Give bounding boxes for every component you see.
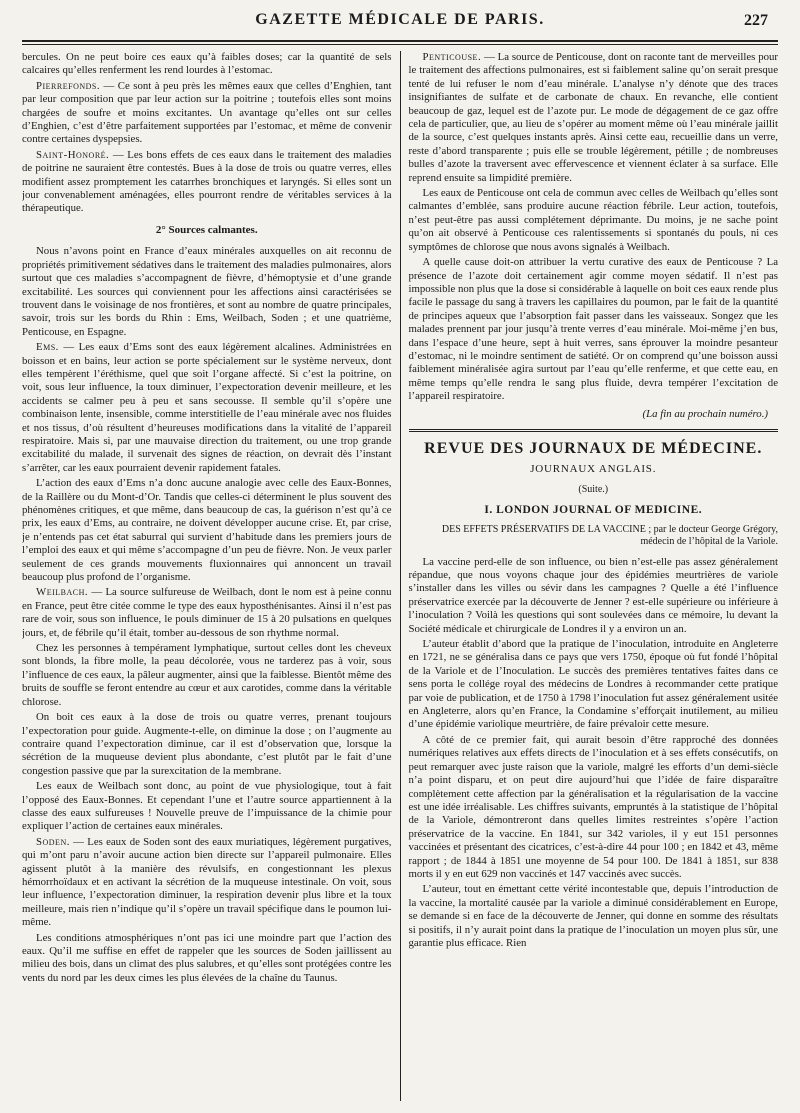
entry-text: — Ce sont à peu près les mêmes eaux que celles d’Enghien, tant par leur composition que par leur action sur la poitrine ; toutefois elles sont moins chargées de soufre et moins excitantes. Un avantage qu’elles ont sur celles d’Enghien, c’est d’être parfaitement supportées par l’estomac, et même de convenir contre certaines dyspepsies. [22, 79, 392, 146]
entry-text: — Les eaux de Soden sont des eaux muriatiques, légèrement purgatives, qui m’ont paru n’avoir aucune action bien directe sur l’appareil pulmonaire. Elles agissent plutôt à la manière des révulsifs, en congestionnant les plexus hémorrhoïdaux et en activant la sécrétion de la muqueuse intestinale. On voit, sous leur influence, l’expectoration diminuer, la respiration devenir plus libre et la toux meilleure, mais rien n’indique qu’il s’opère un travail spécifique dans le poumon lui-même. [22, 835, 392, 929]
paragraph: A quelle cause doit-on attribuer la vertu curative des eaux de Penticouse ? La présence de l’azote doit certainement agir comme moyen sédatif. Il n’est pas impossible non plus que la dose si considérable à laquelle on boit ces eaux rende plus facile le passage du sang à travers les capillaires du poumon, par le fait de la quantité de principes aqueux que l’absorption fait passer dans les vaisseaux. Songez que les malades prennent par jour jusqu’à trente verres d’eau minérale. Moi-même j’en bus, dans l’espace d’une heure, sept à huit verres, sans éprouver la moindre pesanteur d’estomac, ni le moindre sentiment de satiété. Or on comprend qu’une boisson aussi faiblement minéralisée agira surtout par l’eau qu’elle renferme, et que cette eau, en même temps qu’elle rendra le sang plus fluide, devra tempérer l’excitation de l’appareil respiratoire. [408, 256, 778, 403]
masthead [22, 0, 778, 42]
paragraph: La vaccine perd-elle de son influence, ou bien n’est-elle pas assez généralement répandue, que nous voyons chaque jour des épidémies meurtrières de variole s’installer dans les villes ou sévir dans les campagnes ? Quelle a été l’influence préservatrice exercée par la découverte de Jenner ? est-elle supérieure ou inférieure à l’inoculation ? Voilà les questions qui sont soulevées dans ce mémoire, lu devant la Société médicale et chirurgicale de Londres il y a environ un an. [408, 555, 778, 635]
entry-text: — La source sulfureuse de Weilbach, dont le nom est à peine connu en France, peut être citée comme le type des eaux hyposthénisantes. Ainsi il n’est pas rare de voir, sous son influence, le pouls diminuer de 15 à 20 pulsations en quelques jours, et, de fébrile qu’il était, tomber au-dessous de son rhythme normal. [22, 586, 392, 639]
paragraph [22, 149, 392, 216]
journal-heading: I. LONDON JOURNAL OF MEDICINE. [484, 504, 703, 517]
entry-lead: Pierrefonds. [36, 79, 101, 92]
left-column [22, 51, 400, 1101]
masthead-rule [22, 44, 778, 45]
section-rule [409, 429, 779, 432]
right-column [401, 51, 779, 1101]
paragraph: bercules. On ne peut boire ces eaux qu’à faibles doses; car la quantité de sels calcaires qu’elles renferment les rend lourdes à l’estomac. [22, 51, 392, 77]
journal-title: GAZETTE MÉDICALE DE PARIS. [255, 11, 545, 28]
paragraph: On boit ces eaux à la dose de trois ou quatre verres, prenant toujours l’expectoration pour guide. Augmente-t-elle, on diminue la dose ; on l’augmente au contraire quand l’expectoration diminue, car il est d’observation que, lorsque la sécrétion de la muqueuse devient plus abondante, c’est plutôt par le fait d’une congestion passive que par la surexcitation de la membrane. [22, 711, 392, 777]
subsection-title: JOURNAUX ANGLAIS. [530, 463, 657, 476]
section-heading: 2° Sources calmantes. [155, 223, 258, 236]
paragraph: Nous n’avons point en France d’eaux minérales auxquelles on ait reconnu de propriétés primitivement sédatives dans le traitement des maladies pulmonaires, alors surtout que ces maladies s’accompagnent de fièvre, d’hémoptysie et d’une grande excitabilité. Les sources qui conviennent pour les affections ainsi caractérisées se trouvent dans le voisinage de nos frontières, et sont au nombre de quatre principales, savoir, trois sur les bords du Rhin : Ems, Weilbach, Soden ; et une quatrième, Penticouse, en Espagne. [22, 245, 392, 338]
page-number: 227 [744, 12, 768, 29]
entry-lead: Ems. [36, 341, 59, 354]
suite-label: (Suite.) [578, 483, 609, 495]
entry-lead: Saint-Honoré. [36, 148, 110, 161]
article-heading: DES EFFETS PRÉSERVATIFS DE LA VACCINE ; par le docteur George Grégory, médecin de l’hôpital de la Variole. [441, 523, 778, 547]
entry-text: — La source de Penticouse, dont on raconte tant de merveilles pour le traitement des affections pulmonaires, est si faiblement saline qu’on serait presque tenté de lui refuser le nom d’eau minérale. L’analyse n’y dénote que des traces insignifiantes de sulfate et de carbonate de chaux. En revanche, elle contient beaucoup de gaz, lequel est de l’azote pur. Le mode de dégagement de ce gaz offre cela de particulier, que, au lieu de s’opérer au moment même où l’eau minérale jaillit de la source, c’est quelques instants après. Ainsi cette eau, recueillie dans un verre, reste d’abord transparente ; puis elle se trouble légèrement, pétille ; de nombreuses bulles d’azote la traversent avec effervescence et viennent éclater à sa surface. Elle reprend ensuite sa limpidité première. [408, 51, 778, 184]
paragraph [409, 51, 779, 185]
entry-lead: Penticouse. [422, 51, 482, 63]
paragraph [22, 586, 392, 640]
revue-title: REVUE DES JOURNAUX DE MÉDECINE. [424, 439, 763, 457]
paragraph [22, 836, 392, 930]
paragraph: Les eaux de Weilbach sont donc, au point de vue physiologique, tout à fait l’opposé des Eaux-Bonnes. Et cependant l’une et l’autre source appartiennent à la classe des eaux sulfureuses ! Nouvelle preuve de l’impuissance de la chimie pour expliquer l’action de certaines eaux minérales. [22, 780, 392, 833]
paragraph: Les conditions atmosphériques n’ont pas ici une moindre part que l’action des eaux. Qu’il me suffise en effet de rappeler que les sources de Soden jaillissent au milieu des bois, dans un climat des plus salubres, et qu’elles sont protégées contre les vents du nord par les deux cimes les plus élevées de la chaîne du Taunus. [22, 931, 392, 984]
entry-lead: Soden. [36, 835, 70, 848]
paragraph [22, 80, 392, 147]
paragraph: A côté de ce premier fait, qui aurait besoin d’être rapproché des données numériques relatives aux effets directs de l’inoculation et à ses effets consécutifs, on peut remarquer avec juste raison que la variole, malgré les efforts d’un demi-siècle n’a point disparu, et on peut dire aujourd’hui que l’idée de faire disparaître complètement cette affection par la généralisation et la régularisation de la vaccine est une idée irréalisable. Les chiffres suivants, empruntés à la statistique de l’hôpital de la Variole, démontreront dans quelles limites restreintes s’opère l’action préservatrice de la vaccine. En 1841, sur 342 varioles, il y eut 151 personnes vaccinées et présentant des cicatrices, c’est-à-dire 44 pour 100 ; en 1842 et 43, même rapport ; de 1844 à 1851 une moyenne de 54 pour 100. De 1841 à 1851, sur 838 morts il y en eut 629 non vaccinés et 147 vaccinés avec succès. [408, 733, 778, 880]
paragraph: L’action des eaux d’Ems n’a donc aucune analogie avec celle des Eaux-Bonnes, de la Raillère ou du Mont-d’Or. Tandis que celles-ci déterminent le plus souvent des phénomènes critiques, et que même, dans beaucoup de cas, la guérison n’est qu’à ce prix, les eaux d’Ems, au contraire, ne doivent développer aucune crise. Et, par crise, je n’entends pas cet état saburral qui survient d’habitude dans les premiers jours de l’emploi des eaux et qui même s’accompagne d’un peu de fièvre. Non. Je veux parler seulement de ces grands mouvements fluxionnaires qui annoncent un travail beaucoup plus profond de l’organisme. [22, 477, 392, 584]
entry-text: — Les eaux d’Ems sont des eaux légèrement alcalines. Administrées en boisson et en bains, leur action se porte spécialement sur le système nerveux, dont elles tempèrent l’éréthisme, quel que soit l’organe affecté. Si c’est la poitrine, on voit, sous leur influence, la toux diminuer, l’expectoration devenir meilleure, et les accidents se calmer peu à peu et sans secousse. Il semble qu’il s’opère une combinaison lente, insensible, comme interstitielle de l’eau minérale avec nos fluides et nos tissus, d’où résultent d’heureuses modifications dans la vitalité de l’appareil respiratoire. Mais si, par une mauvaise direction du traitement, ou une trop grande excitabilité du malade, il survenait des signes de réaction, on devrait dès l’instant s’arrêter, car les eaux pourraient devenir rapidement fatales. [22, 341, 392, 474]
columns [22, 51, 778, 1101]
paragraph [22, 341, 392, 475]
paragraph: L’auteur établit d’abord que la pratique de l’inoculation, introduite en Angleterre en 1721, ne se généralisa dans ce pays que vers 1750, époque où fut fondé l’hôpital de la Variole et de l’Inoculation. Le succès des premières tentatives faites dans ce sens porta le collége royal des médecins de Londres à recommander cette pratique par voie de publication, et de 1750 à 1798 l’inoculation fut assez généralement usitée en Angleterre, alors qu’en France, la Condamine s’efforçait inutilement, au milieu d’une épidémie variolique meurtrière, de faire prévaloir cette mesure. [408, 638, 778, 731]
paragraph: L’auteur, tout en émettant cette vérité incontestable que, depuis l’introduction de la vaccine, la mortalité causée par la variole a diminué considérablement en Europe, se demande si en face de la découverte de Jenner, qui donne en somme des résultats si positifs, il n’y aurait point dans la pratique de l’inoculation un moyen plus sûr, une garantie plus efficace. Rien [408, 883, 778, 949]
entry-lead: Weilbach. [36, 586, 89, 599]
continued-note: (La fin au prochain numéro.) [642, 407, 768, 420]
paragraph: Chez les personnes à tempérament lymphatique, surtout celles dont les cheveux sont blonds, la fibre molle, la peau décolorée, vous ne tarderez pas à voir, sous l’influence de ces eaux, la pâleur augmenter, ainsi que la faiblesse. Bientôt même des bruits de souffle se feront entendre au cœur et aux carotides, comme dans la véritable chlorose. [22, 642, 392, 708]
paragraph: Les eaux de Penticouse ont cela de commun avec celles de Weilbach qu’elles sont calmantes d’emblée, sans produire aucune réaction fébrile. Leur action, toutefois, n’est peut-être pas aussi complétement déprimante. Du moins, je ne sache point qu’on ait observé à Penticouse ces ralentissements si spontanés du pouls, ni ces symptômes de chlorose que nous avons signalés à Weilbach. [408, 187, 778, 253]
entry-text: — Les bons effets de ces eaux dans le traitement des maladies de poitrine ne sauraient être contestés. Bues à la dose de trois ou quatre verres, elles modifient assez promptement les catarrhes bronchiques et laryngés. Si elles sont un jour convenablement aménagées, elles pourront rendre de véritables services à la thérapeutique. [22, 148, 392, 215]
